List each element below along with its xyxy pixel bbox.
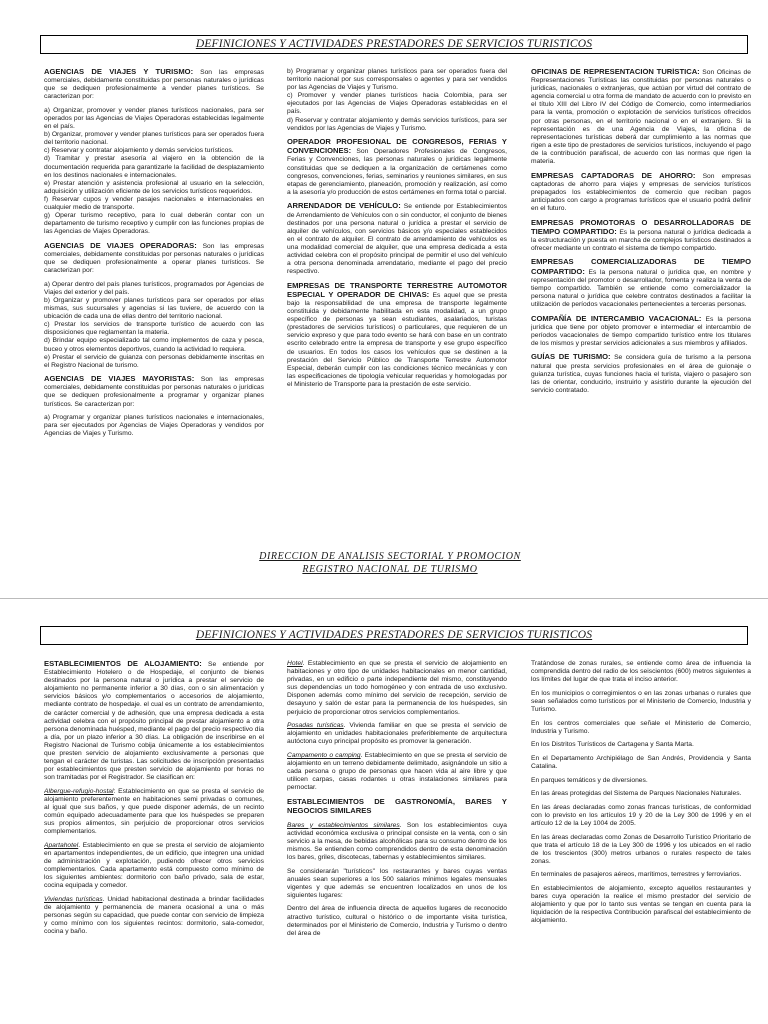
paragraph [287, 822, 507, 862]
body-text: a) Operar dentro del país planes turísticos, programados por Agencias de Viajes del exterior y del país. [44, 280, 264, 296]
paragraph [531, 68, 751, 166]
body-text: g) Operar turismo receptivo, para lo cual deberán contar con un departamento de turismo receptivo y cumplir con las funciones propias de las Agencias de Viajes Operadoras. [44, 212, 264, 236]
body-text: Son las empresas comerciales, debidamente constituidas por personas naturales o jurídicas que se dediquen profesionalmente a operar planes turísticos. Se caracterizan por: [44, 242, 264, 275]
section-heading: OPERADOR PROFESIONAL DE CONGRESOS, FERIAS Y CONVENCIONES: [287, 137, 507, 156]
body-text: a) Organizar, promover y vender planes turísticos nacionales, para ser operados por las Agencias de Viajes Operadoras establecidas legalmente en el país. [44, 106, 264, 131]
section-heading: COMPAÑÍA DE INTERCAMBIO VACACIONAL: [531, 313, 702, 323]
body-text: En las áreas declaradas como Zonas de Desarrollo Turístico Prioritario de que trata el artículo 18 de la Ley 300 de 1996 y los ubicados en el radio de los trescientos (300) metros urbanos o rurales respecto de tales zonas. [531, 833, 751, 865]
body-text: b) Programar y organizar planes turísticos para ser operados fuera del territorio nacional por sus corresponsales o agentes y para ser vendidos por las Agencias de Viajes y Turismo. [287, 68, 507, 92]
body-text: e) Prestar atención y asistencia profesional al usuario en la selección, adquisición y utilización eficiente de los servicios turísticos requeridos. [44, 179, 264, 195]
footer-line-2: REGISTRO NACIONAL DE TURISMO [302, 564, 478, 575]
body-text: En los municipios o corregimientos o en las zonas urbanas o rurales que sean señalados como turísticos por el Ministerio de Comercio, Industria y Turismo. [531, 689, 751, 713]
section-heading: EMPRESAS CAPTADORAS DE AHORRO: [531, 170, 696, 180]
body-text: Se entiende por Establecimiento Hotelero o de Hospedaje, el conjunto de bienes destinados por la persona natural o jurídica a prestar el servicio de alojamiento no permanente inferior a 30 días, con o sin alimentación y servicios básicos y/o complementarios o accesorios de alojamiento, mediante contrato de hospedaje. el cual es un contrato de arrendamiento, de carácter comercial y de adhesión, que una empresa dedicada a esta actividad celebra con el propósito principal de prestar alojamiento a otra persona denominada huésped, mediante el pago del precio respectivo día a día, por un plazo inferior a 30 días. La obligación de inscribirse en el Registro Nacional de Turismo cobija únicamente a los establecimientos que presten servicio de alojamiento exclusivamente a personas que tengan el carácter de turistas. Las solicitudes de inscripción presentadas por establecimientos que presten servicio de alojamiento por horas no son tramitadas por el Registrador. Se clasifican en: [44, 661, 264, 782]
subsection-term: Bares y establecimientos similares [287, 821, 400, 829]
paragraph [287, 752, 507, 792]
body-text: En establecimientos de alojamiento, excepto aquellos restaurantes y bares cuya operación la realice el mismo prestador del servicio de alojamiento y que por lo tanto sus ventas se tengan en cuenta para la liquidación de la respectiva Contribución parafiscal del establecimiento de alojamiento. [531, 884, 751, 925]
paragraph [531, 315, 751, 348]
paragraph [44, 375, 264, 408]
body-text: En el Departamento Archipiélago de San Andrés, Providencia y Santa Catalina. [531, 754, 751, 770]
subsection-term: Apartahotel [44, 841, 79, 849]
paragraph [287, 660, 507, 717]
body-text: b) Organizar, promover y vender planes turísticos para ser operados fuera del territorio nacional. [44, 131, 264, 147]
paragraph [531, 777, 751, 785]
paragraph [531, 353, 751, 394]
paragraph [44, 68, 264, 101]
subsection-term: Hotel [287, 660, 303, 667]
paragraph [44, 414, 264, 438]
body-text: En terminales de pasajeros aéreos, marítimos, terrestres y ferroviarios. [531, 871, 742, 879]
section-heading: ESTABLECIMIENTOS DE GASTRONOMÍA, BARES Y NEGOCIOS SIMILARES [287, 796, 507, 815]
paragraph [44, 281, 264, 370]
section-heading: ESTABLECIMIENTOS DE ALOJAMIENTO: [44, 660, 202, 668]
paragraph [531, 834, 751, 866]
body-text: . Establecimiento en que se presta el servicio de alojamiento en habitaciones y otro tipo de unidades habitacionales en menor cantidad, privadas, en un edificio o parte independiente del mismo, constituyendo sus dependencias un todo homogéneo y con entrada de uso exclusivo. Disponen además como mínimo del servicio de recepción, servicio de desayuno y salón de estar para la permanencia de los huéspedes, sin perjuicio de proporcionar otros servicios complementarios. [287, 660, 507, 716]
paragraph [44, 842, 264, 891]
subsection-term: Albergue-refugio-hostal [44, 787, 114, 795]
section-heading: EMPRESAS PROMOTORAS O DESARROLLADORAS DE TIEMPO COMPARTIDO: [531, 217, 751, 236]
body-text: c) Prestar los servicios de transporte turístico de acuerdo con las disposiciones que reglamentan la materia. [44, 321, 264, 337]
paragraph [44, 242, 264, 275]
paragraph [287, 138, 507, 197]
body-text: d) Tramitar y prestar asesoría al viajero en la obtención de la documentación requerida para garantizarle la facilidad de desplazamiento en los destinos nacionales e internacionales. [44, 155, 264, 179]
body-text: . Son los establecimientos cuya actividad económica exclusiva o principal consiste en la venta, con o sin servicio a la mesa, de bebidas alcohólicas para su consumo dentro de los mismos. Se entienden como comprendidos dentro de esta denominación los bares, griles, discotecas, tabernas y establecimientos similares. [287, 821, 507, 861]
footer-line-1: DIRECCION DE ANALISIS SECTORIAL Y PROMOCION [259, 551, 521, 562]
subsection-term: Campamento o camping [287, 751, 361, 759]
body-text: . Establecimiento en que se presta el servicio de alojamiento en un terreno debidamente delimitado, asignándole un sitio a cada persona o grupo de personas que hacen vida al aire libre y que utilicen carpas, casas rodantes u otras instalaciones similares para pernoctar. [287, 751, 507, 792]
paragraph [287, 282, 507, 389]
paragraph [44, 107, 264, 237]
body-text: b) Organizar y promover planes turísticos para ser operados por ellas mismas, sus sucursales y agencias si las tuviere, de acuerdo con la ubicación de cada una de ellas dentro del territorio nacional. [44, 296, 264, 321]
body-text: d) Reservar y contratar alojamiento y demás servicios turísticos, para ser vendidos por las Agencias de Viajes y Turismo. [287, 116, 507, 132]
paragraph [531, 871, 751, 879]
body-text: Son empresas captadoras de ahorro para viajes y empresas de servicios turísticos prepagados los establecimientos de comercio que reciban pagos anticipados con cargo a programas turísticos que el usuario podrá definir en el futuro. [531, 172, 751, 212]
body-text: f) Reservar cupos y vender pasajes nacionales e internacionales en cualquier medio de transporte. [44, 195, 264, 211]
column-3-top [531, 68, 751, 538]
body-text: Es aquel que se presta bajo la responsabilidad de una empresa de transporte legalmente constituida y debidamente habilitada en esta modalidad, a un grupo específico de personas ya sean estudiantes, asalariados, turistas (prestadores de servicios turísticos) o particulares, que requieren de un servicio expreso y que para todo evento se hará con base en un contrato escrito celebrado entre la empresa de transporte y ese grupo específico de usuarios. En todos los casos los vehículos que se destinen a la prestación del Servicio Público de Transporte Terrestre Automotor Especial, deberán cumplir con las condiciones técnico mecánicas y con las especificaciones de tipología vehicular requeridas y homologadas por el Ministerio de Transporte para la prestación de este servicio. [287, 291, 507, 388]
section-heading: AGENCIAS DE VIAJES OPERADORAS: [44, 240, 197, 250]
body-text: En los Distritos Turísticos de Cartagena y Santa Marta. [531, 741, 694, 749]
column-2-top [287, 68, 507, 538]
subsection-term: Viviendas turísticas [44, 896, 103, 904]
paragraph [531, 755, 751, 771]
body-text: Tratándose de zonas rurales, se entiende como área de influencia la comprendida dentro del radio de los seiscientos (600) metros siguientes a los límites del lugar de que trata el inciso anterior. [531, 660, 751, 684]
body-text: Es la persona natural o jurídica que, en nombre y representación del promotor o desarrollador, fomenta y realiza la venta de tiempo compartido. También se entiende como comercializador la persona natural o jurídica que celebre contratos destinados a facilitar la utilización de períodos vacacionales pertenecientes a terceras personas. [531, 268, 751, 308]
body-text: a) Programar y organizar planes turísticos nacionales e internacionales, para ser ejecutados por Agencias de Viajes Operadoras y vendidos por Agencias de Viajes y Turismo. [44, 414, 264, 438]
body-text: En las áreas declaradas como zonas francas turísticas, de conformidad con lo previsto en los artículos 19 y 20 de la Ley 300 de 1996 y en el artículo 12 de la Ley 1004 de 2005. [531, 803, 751, 827]
body-text: . Establecimiento en que se presta el servicio de alojamiento en apartamentos independientes, de un edificio, que integren una unidad de administración y explotación, pudiendo ofrecer otros servicios complementarios. Cada apartamento está compuesto como mínimo de los siguientes ambientes: dormitorio con baño privado, sala de estar, cocina equipada y comedor. [44, 841, 264, 890]
body-text: c) Reservar y contratar alojamiento y demás servicios turísticos. [44, 147, 234, 155]
paragraph [44, 660, 264, 782]
paragraph [531, 172, 751, 213]
subsection-term: Posadas turísticas [287, 722, 344, 730]
body-text: Son las empresas comerciales, debidamente constituidas por personas naturales o jurídicas que se dediquen profesionalmente a programar y organizar planes turísticos. Se caracterizan por: [44, 376, 264, 408]
paragraph [531, 790, 751, 798]
body-text: Son las empresas comerciales, debidamente constituidas por personas naturales o jurídicas que se dediquen profesionalmente a vender planes turísticos. Se caracterizan por: [44, 69, 264, 101]
body-text: Se considera guía de turismo a la persona natural que presta servicios profesionales en el área de guionaje o guianza turística, cuyas funciones hacia el turista, viajero o pasajero son las de orientar, conducirlo, instruirlo y asistirlo durante la ejecución del servicio contratado. [531, 354, 751, 394]
section-heading: OFICINAS DE REPRESENTACIÓN TURÍSTICA: [531, 68, 700, 76]
paragraph [531, 885, 751, 925]
page-separator [0, 598, 768, 599]
footer [180, 550, 600, 576]
body-text: c) Promover y vender planes turísticos hacia Colombia, para ser ejecutados por las Agencias de Viajes Operadoras establecidas en el país. [287, 92, 507, 116]
body-text: Se entiende por Establecimientos de Arrendamiento de Vehículos con o sin conductor, el conjunto de bienes destinados por una persona natural o jurídica a prestar el servicio de alquiler de vehículos, con servicios básicos y/o especiales establecidos en el contrato de alquiler. El contrato de arrendamiento de vehículos es una modalidad comercial de alquiler, que una empresa dedicada a esta actividad celebra con el propósito principal de permitir el uso del vehículo a otra persona denominada arrendatario, mediante el pago del precio respectivo. [287, 203, 507, 276]
body-text: Dentro del área de influencia directa de aquellos lugares de reconocido atractivo turístico, cultural o histórico o de importante visita turística, determinados por el Ministerio de Comercio, Industria y Turismo o dentro del área de [287, 905, 507, 937]
paragraph [531, 258, 751, 309]
column-3-bottom [531, 660, 751, 1024]
body-text: Es la persona natural o jurídica dedicada a la estructuración y puesta en marcha de complejos turísticos destinados a ofrecer mediante un contrato el sistema de tiempo compartido. [531, 228, 751, 252]
paragraph [531, 660, 751, 684]
section-heading: GUÍAS DE TURISMO: [531, 352, 611, 362]
paragraph [44, 896, 264, 936]
body-text: : Establecimiento en que se presta el servicio de alojamiento preferentemente en habitaciones semi privadas o comunes, al igual que sus baños, y que puede disponer además, de un recinto común equipado adecuadamente para que los huéspedes se preparen sus propios alimentos, sin perjuicio de proporcionar otros servicios complementarios. [44, 787, 264, 836]
paragraph [287, 68, 507, 133]
paragraph [287, 202, 507, 276]
section-heading: AGENCIAS DE VIAJES Y TURISMO: [44, 68, 194, 76]
body-text: Es la persona jurídica que tiene por objeto promover e intermediar el intercambio de períodos vacacionales de tiempo compartido turístico entre los titulares de los mismos y prestar servicios adicionales a sus miembros y afiliados. [531, 315, 751, 347]
paragraph [531, 804, 751, 828]
section-heading: EMPRESAS DE TRANSPORTE TERRESTRE AUTOMOTOR ESPECIAL Y OPERADOR DE CHIVAS: [287, 280, 507, 299]
body-text: Son Operadores Profesionales de Congresos, Ferias y Convenciones, las personas naturales o jurídicas legalmente constituidas que se dediquen a la organización de certámenes como congresos, convenciones, ferias, seminarios y reuniones similares, en sus etapas de gerenciamiento, planeación, promoción y realización, así como a la asesoría y/o producción de estos certámenes en forma total o parcial. [287, 148, 507, 196]
body-text: . Unidad habitacional destinada a brindar facilidades de alojamiento y permanencia de manera ocasional a una o más personas según su capacidad, que puede contar con servicio de limpieza y como mínimo con los siguientes recintos: dormitorio, sala-comedor, cocina y baño. [44, 896, 264, 936]
body-text: Son Oficinas de Representaciones Turísticas las constituidas por personas naturales o jurídicas, nacionales o extranjeras, que actúan por virtud del contrato de agencia comercial u otra forma de mandato de acuerdo con lo previsto en el título XIII del Libro IV del Código de Comercio, como intermediarios para la venta, promoción o explotación de servicios turísticos ofrecidos por otras personas, en el territorio nacional o en el extranjero. Si la representación es de una Agencia de Viajes, la oficina de representaciones turísticas deberá dar cumplimiento a las normas que rigen a este tipo de prestadores de servicios turísticos, incluyendo el pago de la contribución parafiscal, de acuerdo con las normas que rigen la materia. [531, 69, 751, 166]
page-banner-top: DEFINICIONES Y ACTIVIDADES PRESTADORES DE SERVICIOS TURISTICOS [40, 35, 748, 54]
section-heading: EMPRESAS COMERCIALIZADORAS DE TIEMPO COMPARTIDO: [531, 257, 751, 276]
body-text: . Vivienda familiar en que se presta el servicio de alojamiento en unidades habitacionales preferiblemente de arquitectura autóctona cuyo principal propósito es promover la generación. [287, 722, 507, 746]
body-text: d) Brindar equipo especializado tal como implementos de caza y pesca, buceo y otros elementos deportivos, cuando la actividad lo requiera. [44, 337, 264, 353]
paragraph [531, 720, 751, 736]
paragraph [287, 868, 507, 900]
column-1-bottom [44, 660, 264, 1024]
column-2-bottom [287, 660, 507, 1024]
page-banner-bottom: DEFINICIONES Y ACTIVIDADES PRESTADORES DE SERVICIOS TURISTICOS [40, 626, 748, 645]
column-1-top [44, 68, 264, 538]
body-text: e) Prestar el servicio de guianza con personas debidamente inscritas en el Registro Nacional de turismo. [44, 353, 264, 369]
paragraph [531, 219, 751, 253]
section-heading: AGENCIAS DE VIAJES MAYORISTAS: [44, 374, 195, 384]
body-text: Se considerarán "turísticos" los restaurantes y bares cuyas ventas anuales sean superiores a los 500 salarios mínimos legales mensuales vigentes y que además se encuentren localizados en unos de los siguientes lugares: [287, 867, 507, 899]
body-text: En las áreas protegidas del Sistema de Parques Nacionales Naturales. [531, 790, 742, 798]
paragraph [287, 905, 507, 937]
paragraph [287, 798, 507, 816]
paragraph [531, 690, 751, 714]
section-heading: ARRENDADOR DE VEHÍCULO: [287, 201, 401, 211]
paragraph [44, 788, 264, 837]
body-text: En parques temáticos y de diversiones. [531, 776, 648, 784]
body-text: En los centros comerciales que señale el Ministerio de Comercio, Industria y Turismo. [531, 719, 751, 735]
paragraph [531, 741, 751, 749]
paragraph [287, 722, 507, 746]
